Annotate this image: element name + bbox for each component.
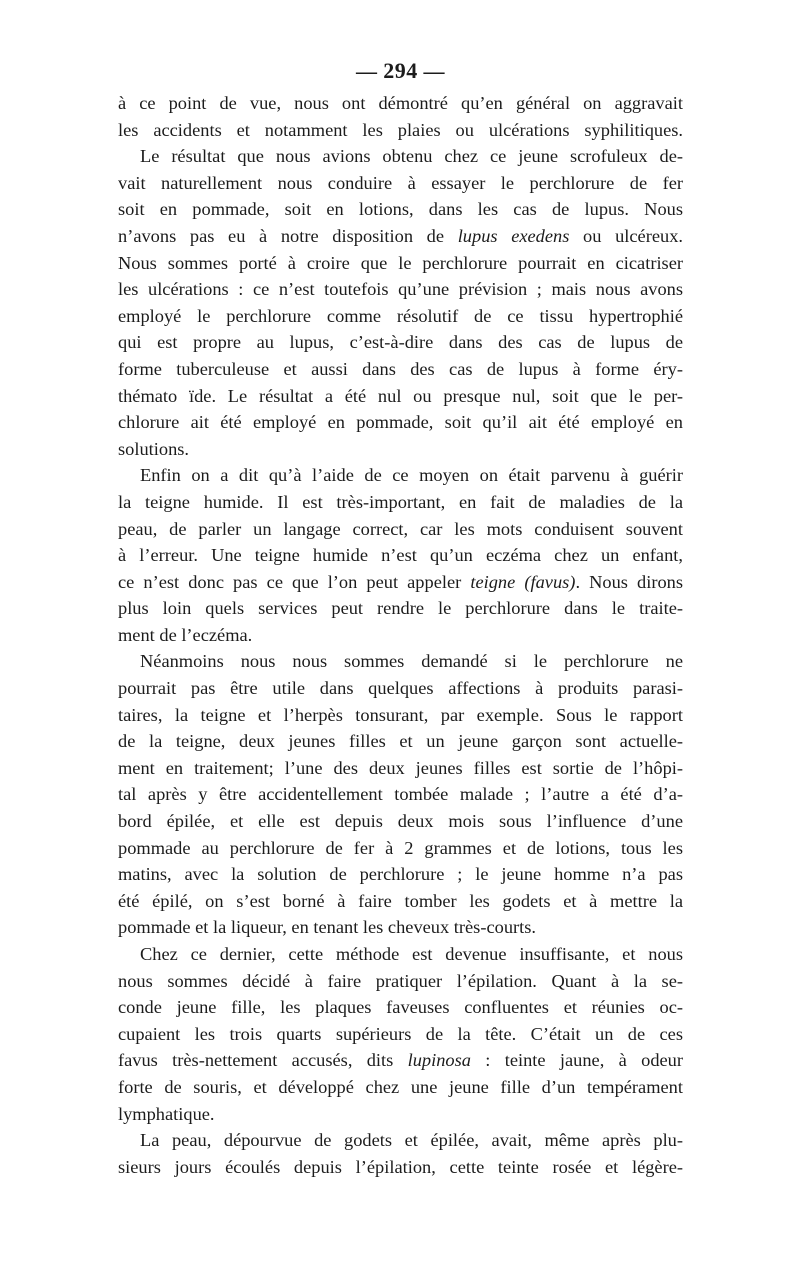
text-line: les accidents et notamment les plaies ou ulcérations syphilitiques.: [118, 119, 683, 140]
text-line: matins, avec la solution de perchlorure ; le jeune homme n’a pas: [118, 864, 683, 885]
text-line: vait naturellement nous conduire à essayer le perchlorure de fer: [118, 172, 683, 193]
text-line: tal après y être accidentellement tombée malade ; l’autre a été d’a-: [118, 784, 683, 805]
text-line: pourrait pas être utile dans quelques affections à produits parasi-: [118, 678, 683, 699]
paragraph-0: [118, 90, 683, 143]
text-line: employé le perchlorure comme résolutif de ce tissu hypertrophié: [118, 305, 683, 326]
page-number-value: 294: [383, 58, 418, 83]
text-line: à l’erreur. Une teigne humide n’est qu’un eczéma chez un enfant,: [118, 545, 683, 566]
text-line: chlorure ait été employé en pommade, soit qu’il ait été employé en: [118, 412, 683, 433]
text-line: La peau, dépourvue de godets et épilée, avait, même après plu-: [140, 1130, 683, 1151]
text-line: taires, la teigne et l’herpès tonsurant, par exemple. Sous le rapport: [118, 704, 683, 725]
text-line: ce n’est donc pas ce que l’on peut appeler teigne (favus). Nous dirons: [118, 571, 683, 592]
document-page: [118, 56, 683, 1180]
paragraph-3: [118, 648, 683, 941]
text-line: pommade au perchlorure de fer à 2 grammes et de lotions, tous les: [118, 837, 683, 858]
text-line: plus loin quels services peut rendre le perchlorure dans le traite-: [118, 598, 683, 619]
text-line: cupaient les trois quarts supérieurs de la tête. C’était un de ces: [118, 1023, 683, 1044]
paragraph-4: [118, 941, 683, 1127]
paragraph-1: [118, 143, 683, 462]
text-line: la teigne humide. Il est très-important, en fait de maladies de la: [118, 491, 683, 512]
text-line: ment en traitement; l’une des deux jeunes filles est sortie de l’hôpi-: [118, 757, 683, 778]
text-line: qui est propre au lupus, c’est-à-dire dans des cas de lupus de: [118, 332, 683, 353]
page-number-prefix: —: [356, 59, 384, 83]
text-line: forme tuberculeuse et aussi dans des cas de lupus à forme éry-: [118, 358, 683, 379]
text-line: conde jeune fille, les plaques faveuses confluentes et réunies oc-: [118, 997, 683, 1018]
paragraph-5: [118, 1127, 683, 1180]
text-line: bord épilée, et elle est depuis deux mois sous l’influence d’une: [118, 811, 683, 832]
text-line: ment de l’eczéma.: [118, 624, 253, 645]
text-line: forte de souris, et développé chez une jeune fille d’un tempérament: [118, 1076, 683, 1097]
text-line: sieurs jours écoulés depuis l’épilation, cette teinte rosée et légère-: [118, 1156, 683, 1177]
text-line: été épilé, on s’est borné à faire tomber les godets et à mettre la: [118, 890, 683, 911]
text-line: thémato ïde. Le résultat a été nul ou presque nul, soit que le per-: [118, 385, 683, 406]
text-line: Nous sommes porté à croire que le perchlorure pourrait en cicatriser: [118, 252, 683, 273]
text-line: à ce point de vue, nous ont démontré qu’en général on aggravait: [118, 93, 683, 113]
text-line: pommade et la liqueur, en tenant les cheveux très-courts.: [118, 917, 537, 938]
text-line: peau, de parler un langage correct, car les mots conduisent souvent: [118, 518, 683, 539]
page-number: [118, 56, 683, 86]
text-line: lymphatique.: [118, 1103, 215, 1124]
text-line: Enfin on a dit qu’à l’aide de ce moyen on était parvenu à guérir: [140, 465, 683, 486]
text-line: soit en pommade, soit en lotions, dans les cas de lupus. Nous: [118, 199, 683, 220]
text-line: Le résultat que nous avions obtenu chez ce jeune scrofuleux de-: [140, 146, 683, 167]
text-line: Chez ce dernier, cette méthode est devenue insuffisante, et nous: [140, 944, 683, 964]
text-line: de la teigne, deux jeunes filles et un jeune garçon sont actuelle-: [118, 731, 683, 752]
body-text: [118, 90, 683, 1180]
text-line: Néanmoins nous nous sommes demandé si le perchlorure ne: [140, 651, 683, 672]
text-line: favus très-nettement accusés, dits lupinosa : teinte jaune, à odeur: [118, 1050, 683, 1071]
paragraph-2: [118, 462, 683, 648]
text-line: solutions.: [118, 438, 190, 459]
text-line: n’avons pas eu à notre disposition de lupus exedens ou ulcéreux.: [118, 225, 683, 246]
text-line: les ulcérations : ce n’est toutefois qu’une prévision ; mais nous avons: [118, 279, 683, 300]
text-line: nous sommes décidé à faire pratiquer l’épilation. Quant à la se-: [118, 970, 683, 991]
page-number-suffix: —: [417, 59, 445, 83]
